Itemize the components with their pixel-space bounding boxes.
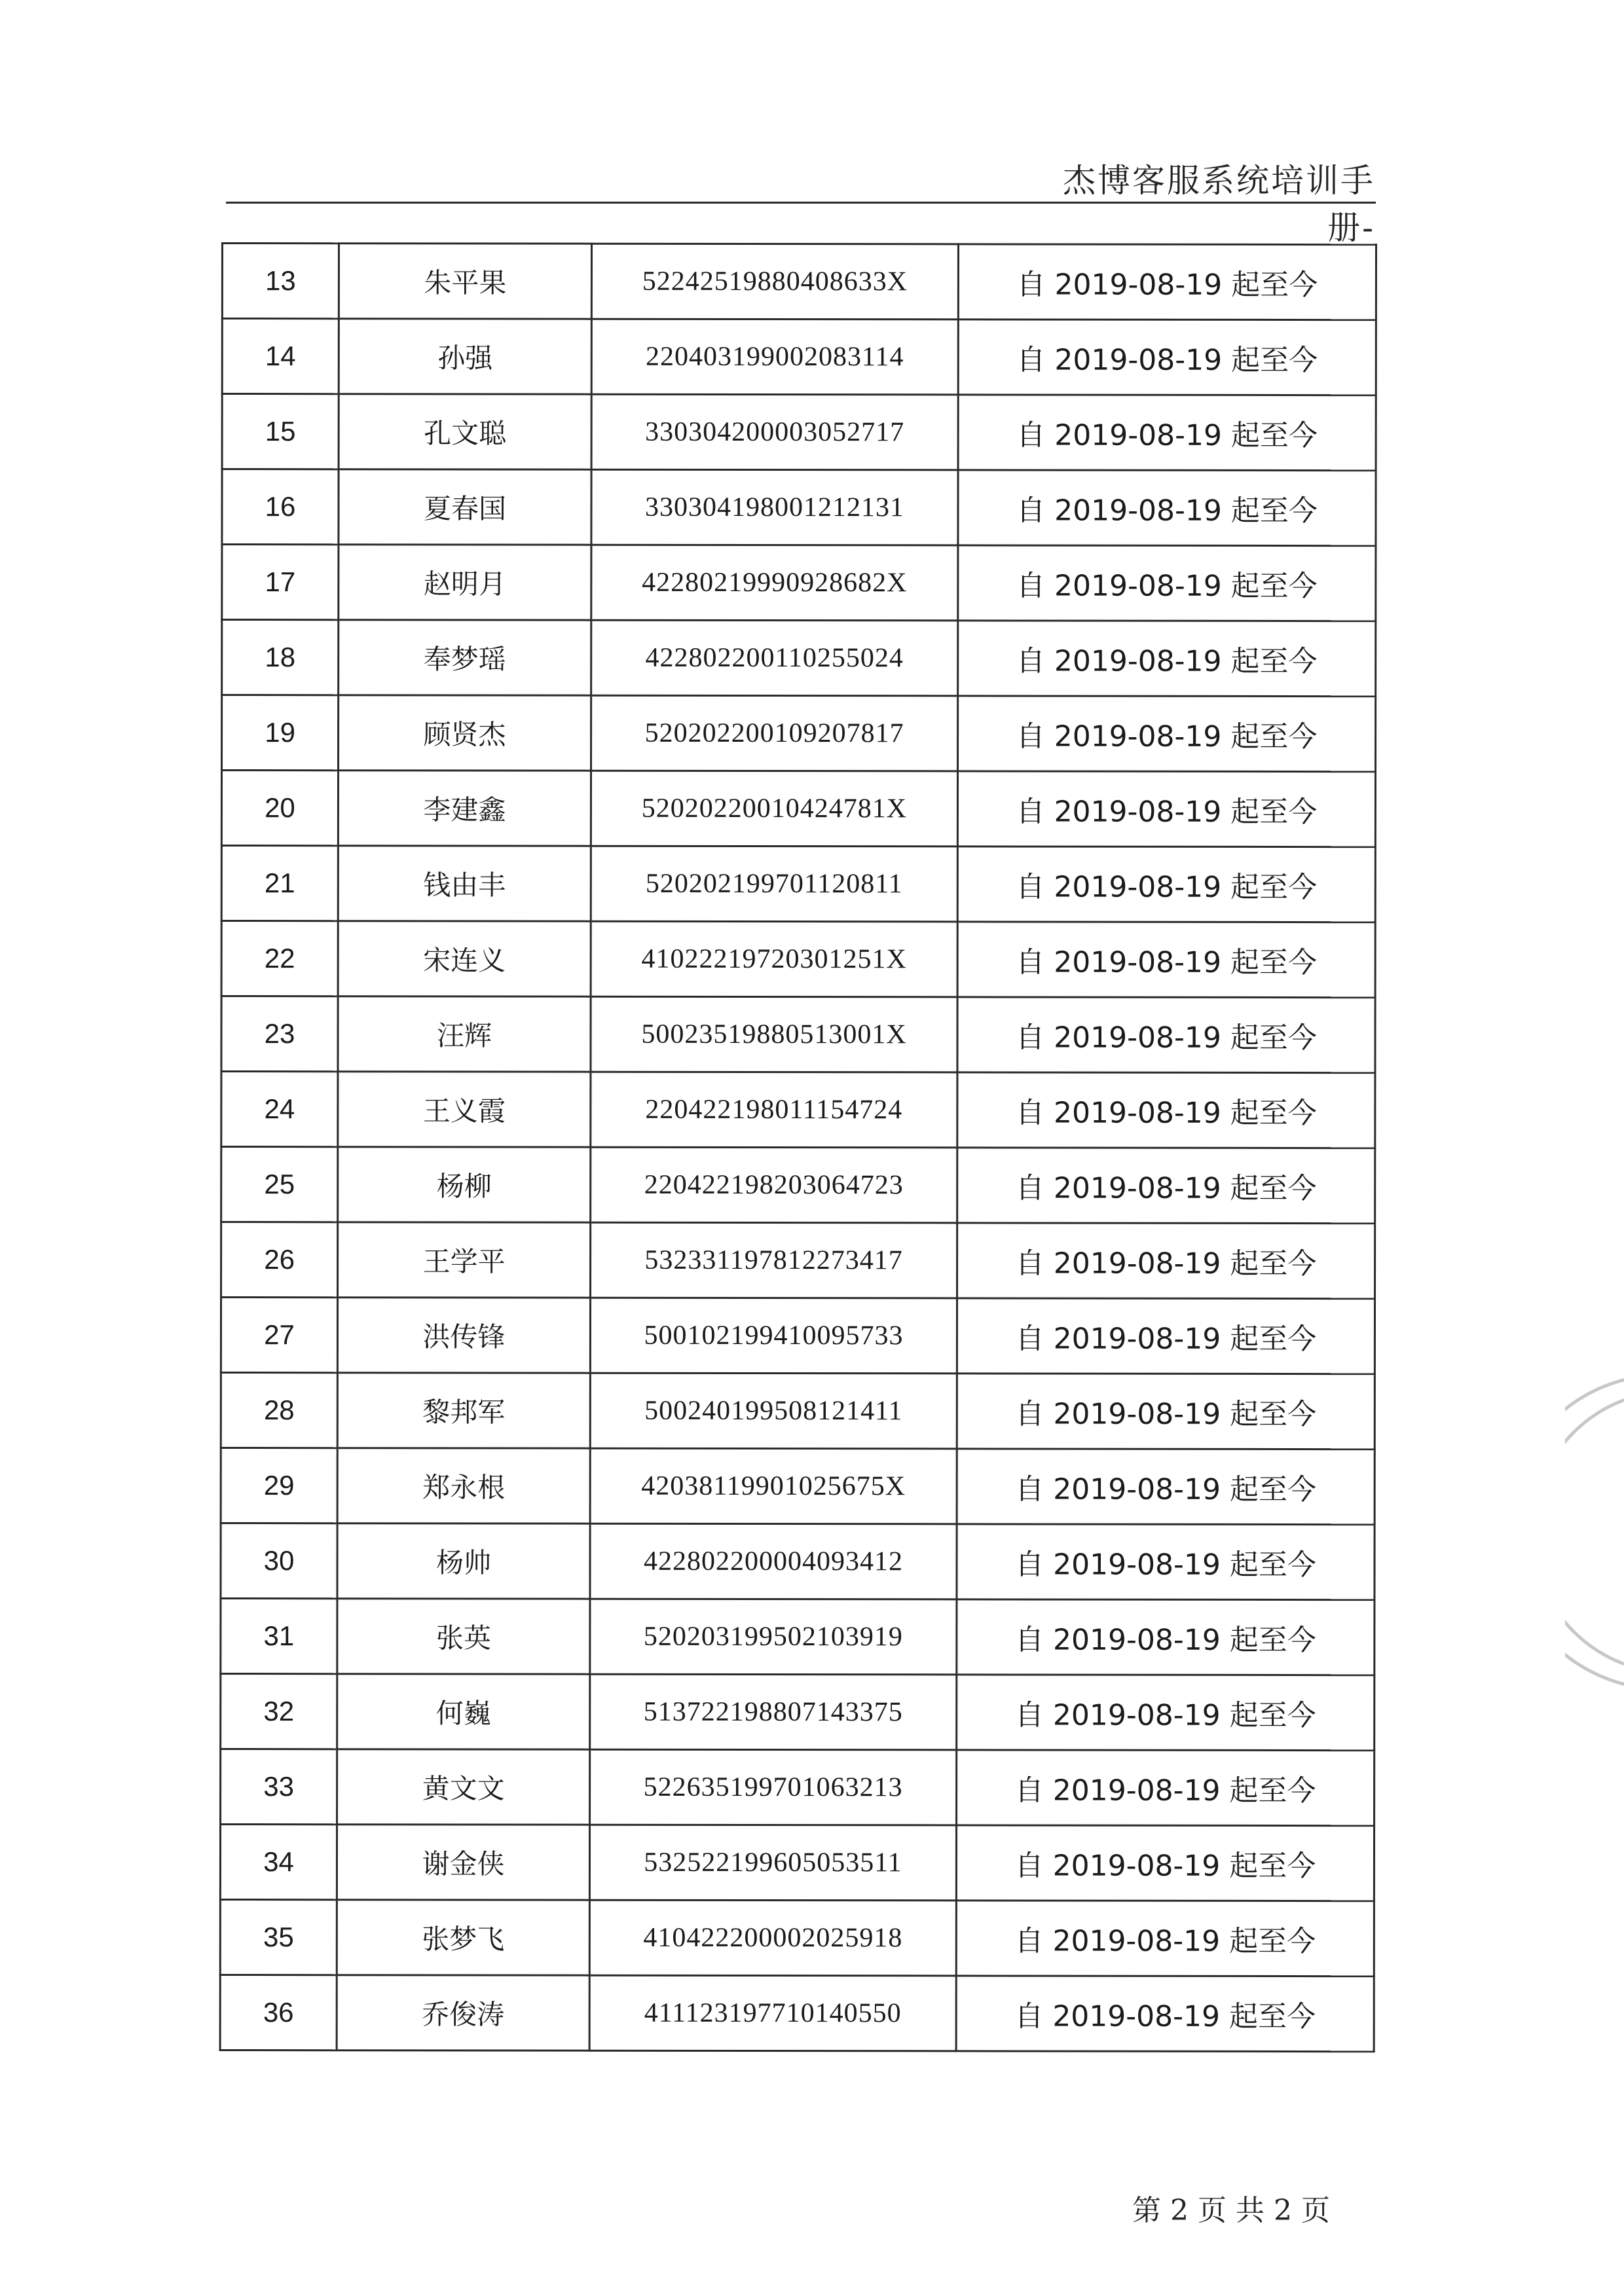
document-header-title: 杰博客服系统培训手册-: [1063, 162, 1375, 247]
row-index-cell: 29: [221, 1448, 337, 1523]
row-period-cell: 自 2019-08-19 起至今: [957, 1675, 1375, 1751]
row-index-cell: 17: [222, 545, 339, 620]
table-row: [221, 1749, 1375, 1826]
company-seal-stamp: [1565, 1362, 1624, 1702]
table-row: [222, 319, 1376, 395]
row-period-cell: 自 2019-08-19 起至今: [957, 1599, 1375, 1675]
row-name-cell: 宋连义: [338, 921, 591, 996]
row-id-number-cell: 52020220010424781X: [591, 771, 957, 847]
row-period-cell: 自 2019-08-19 起至今: [958, 545, 1376, 621]
row-period-cell: 自 2019-08-19 起至今: [957, 1750, 1375, 1826]
table-row: [221, 846, 1375, 922]
row-id-number-cell: 532522199605053511: [589, 1825, 956, 1901]
table-row: [221, 1599, 1375, 1675]
row-name-cell: 朱平果: [339, 244, 591, 319]
row-id-number-cell: 522635199701063213: [590, 1749, 957, 1825]
table-row: [221, 1222, 1375, 1299]
roster-table-body: [220, 244, 1376, 2052]
row-id-number-cell: 330304198001212131: [591, 469, 958, 545]
row-name-cell: 洪传锋: [337, 1298, 590, 1373]
row-index-cell: 30: [221, 1523, 337, 1599]
row-period-cell: 自 2019-08-19 起至今: [958, 621, 1376, 697]
row-period-cell: 自 2019-08-19 起至今: [957, 1298, 1375, 1374]
row-index-cell: 32: [221, 1674, 337, 1749]
table-row: [221, 921, 1375, 998]
row-name-cell: 何巍: [337, 1674, 590, 1749]
row-index-cell: 26: [221, 1222, 338, 1298]
row-index-cell: 23: [221, 996, 338, 1072]
row-index-cell: 35: [220, 1900, 337, 1975]
row-index-cell: 16: [222, 469, 339, 545]
table-row: [221, 1448, 1375, 1525]
table-row: [221, 771, 1375, 847]
row-name-cell: 王学平: [338, 1222, 591, 1298]
row-name-cell: 张梦飞: [337, 1900, 589, 1975]
row-name-cell: 杨帅: [337, 1523, 590, 1599]
row-period-cell: 自 2019-08-19 起至今: [957, 1148, 1375, 1224]
row-index-cell: 27: [221, 1298, 337, 1373]
row-name-cell: 赵明月: [339, 545, 591, 620]
row-period-cell: 自 2019-08-19 起至今: [957, 997, 1375, 1073]
row-index-cell: 25: [221, 1147, 338, 1222]
table-row: [222, 695, 1376, 772]
table-row: [220, 1825, 1374, 1901]
table-row: [220, 1900, 1374, 1977]
row-period-cell: 自 2019-08-19 起至今: [958, 244, 1376, 320]
row-period-cell: 自 2019-08-19 起至今: [956, 1901, 1374, 1977]
row-id-number-cell: 532331197812273417: [591, 1222, 957, 1298]
row-id-number-cell: 422802200004093412: [590, 1523, 957, 1599]
row-name-cell: 奉梦瑶: [339, 620, 591, 695]
row-period-cell: 自 2019-08-19 起至今: [957, 1449, 1375, 1525]
row-id-number-cell: 220422198011154724: [591, 1072, 957, 1148]
row-name-cell: 郑永根: [337, 1448, 590, 1523]
table-row: [221, 1147, 1375, 1224]
row-period-cell: 自 2019-08-19 起至今: [957, 1524, 1375, 1600]
table-row: [221, 1373, 1375, 1449]
row-index-cell: 28: [221, 1373, 337, 1448]
row-id-number-cell: 500102199410095733: [590, 1298, 957, 1374]
table-row: [222, 620, 1376, 697]
row-index-cell: 24: [221, 1072, 338, 1147]
row-period-cell: 自 2019-08-19 起至今: [958, 319, 1376, 395]
row-id-number-cell: 330304200003052717: [591, 394, 958, 470]
row-period-cell: 自 2019-08-19 起至今: [956, 1825, 1374, 1901]
row-index-cell: 18: [222, 620, 339, 695]
row-period-cell: 自 2019-08-19 起至今: [957, 847, 1375, 922]
row-index-cell: 34: [220, 1825, 337, 1900]
row-id-number-cell: 52242519880408633X: [591, 244, 958, 319]
row-id-number-cell: 220422198203064723: [591, 1147, 957, 1223]
row-name-cell: 杨柳: [338, 1147, 591, 1222]
table-row: [220, 1975, 1374, 2051]
row-name-cell: 张英: [337, 1599, 590, 1674]
table-row: [221, 1298, 1375, 1374]
row-id-number-cell: 513722198807143375: [590, 1674, 957, 1750]
row-name-cell: 黄文文: [337, 1749, 590, 1825]
page-number: 第 2 页 共 2 页: [1132, 2194, 1330, 2227]
row-period-cell: 自 2019-08-19 起至今: [957, 1072, 1375, 1148]
table-row: [222, 469, 1376, 546]
header-divider: [226, 202, 1376, 204]
row-id-number-cell: 50023519880513001X: [591, 996, 957, 1072]
table-row: [222, 545, 1376, 621]
row-name-cell: 乔俊涛: [337, 1975, 589, 2050]
row-period-cell: 自 2019-08-19 起至今: [958, 470, 1376, 546]
row-name-cell: 钱由丰: [338, 846, 591, 921]
row-index-cell: 19: [222, 695, 339, 771]
row-name-cell: 孙强: [339, 319, 591, 394]
table-row: [221, 1523, 1375, 1600]
row-index-cell: 14: [222, 319, 339, 394]
row-name-cell: 谢金侠: [337, 1825, 589, 1900]
row-period-cell: 自 2019-08-19 起至今: [957, 922, 1375, 998]
row-index-cell: 31: [221, 1599, 337, 1674]
table-row: [221, 996, 1375, 1073]
row-id-number-cell: 42280219990928682X: [591, 545, 958, 621]
row-index-cell: 15: [222, 394, 339, 469]
row-id-number-cell: 411123197710140550: [589, 1975, 956, 2051]
table-row: [221, 1674, 1375, 1751]
row-name-cell: 孔文聪: [339, 394, 591, 469]
row-index-cell: 13: [222, 244, 339, 319]
row-period-cell: 自 2019-08-19 起至今: [958, 696, 1376, 772]
table-row: [222, 394, 1376, 471]
row-index-cell: 20: [221, 771, 338, 846]
row-period-cell: 自 2019-08-19 起至今: [957, 1223, 1375, 1299]
row-id-number-cell: 42038119901025675X: [590, 1448, 957, 1524]
row-name-cell: 夏春国: [339, 469, 591, 545]
row-id-number-cell: 422802200110255024: [591, 620, 958, 696]
row-index-cell: 33: [221, 1749, 337, 1825]
row-id-number-cell: 500240199508121411: [590, 1373, 957, 1449]
row-period-cell: 自 2019-08-19 起至今: [957, 1374, 1375, 1449]
row-index-cell: 36: [220, 1975, 337, 2050]
row-name-cell: 李建鑫: [338, 771, 591, 846]
row-id-number-cell: 520202199701120811: [591, 846, 957, 922]
row-index-cell: 22: [221, 921, 338, 996]
row-id-number-cell: 520202200109207817: [591, 695, 958, 771]
table-row: [222, 244, 1376, 320]
row-name-cell: 黎邦军: [337, 1373, 590, 1448]
row-name-cell: 顾贤杰: [339, 695, 591, 771]
table-row: [221, 1072, 1375, 1148]
row-period-cell: 自 2019-08-19 起至今: [957, 771, 1375, 847]
row-name-cell: 王义霞: [338, 1072, 591, 1147]
row-id-number-cell: 220403199002083114: [591, 319, 958, 395]
roster-table: [219, 242, 1377, 2052]
row-index-cell: 21: [221, 846, 338, 921]
row-id-number-cell: 520203199502103919: [590, 1599, 957, 1675]
row-id-number-cell: 41022219720301251X: [591, 921, 957, 997]
row-name-cell: 汪辉: [338, 996, 591, 1072]
row-period-cell: 自 2019-08-19 起至今: [956, 1976, 1374, 2052]
row-period-cell: 自 2019-08-19 起至今: [958, 395, 1376, 471]
row-id-number-cell: 410422200002025918: [589, 1900, 956, 1976]
